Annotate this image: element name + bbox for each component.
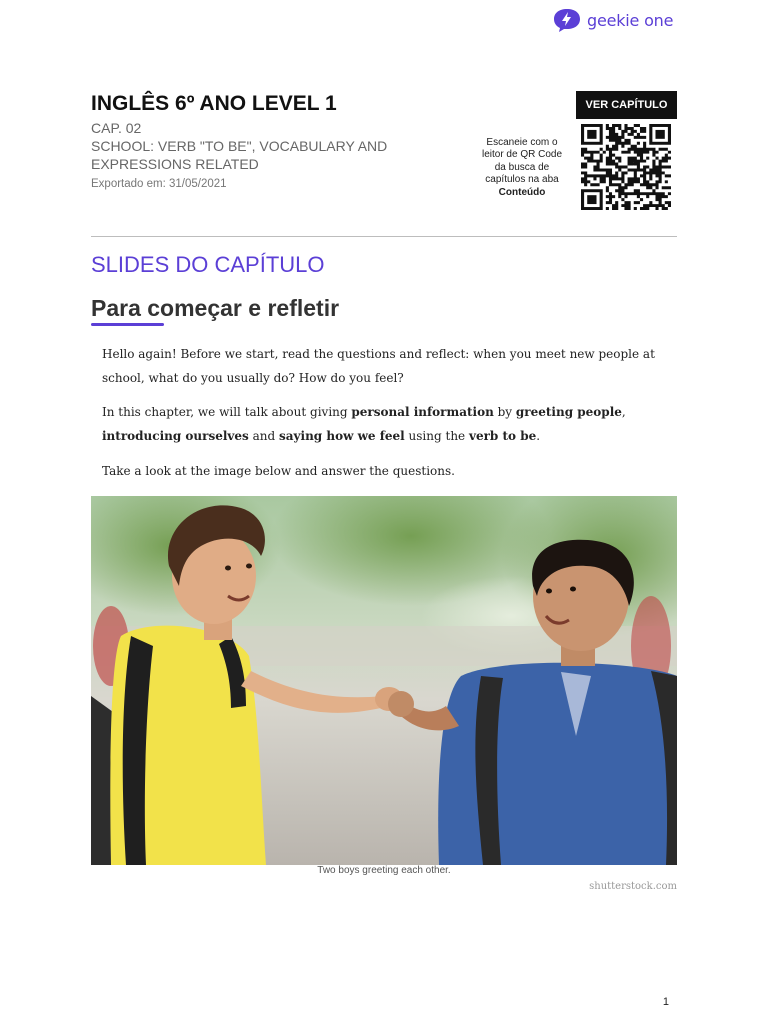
image-instruction-paragraph: Take a look at the image below and answer the questions. (102, 464, 455, 478)
topic-introducing-ourselves: introducing ourselves (102, 429, 249, 443)
qr-instructions-text: Escaneie com o leitor de QR Code da busca de capítulos na aba (481, 137, 563, 186)
subsection-underline (91, 323, 164, 326)
chapter-topics-paragraph (102, 400, 662, 448)
topics-text: , (621, 405, 626, 419)
header-divider (91, 236, 677, 237)
section-title: SLIDES DO CAPÍTULO (91, 252, 325, 277)
export-date: Exportado em: 31/05/2021 (91, 178, 227, 190)
photo-credit: shutterstock.com (589, 881, 677, 892)
topic-saying-how-we-feel: saying how we feel (279, 429, 405, 443)
photo-caption: Two boys greeting each other. (317, 865, 451, 876)
topic-greeting-people: greeting people (515, 405, 622, 419)
lightning-bubble-icon (553, 8, 581, 32)
chapter-label: CAP. 02 (91, 120, 142, 136)
ver-capitulo-button[interactable]: VER CAPÍTULO (576, 91, 677, 119)
qr-instructions-tab: Conteúdo (498, 186, 546, 198)
topics-text: by (493, 405, 516, 419)
qr-code-icon[interactable] (581, 124, 671, 210)
brand-name: geekie one (587, 10, 674, 30)
intro-paragraph: Hello again! Before we start, read the questions and reflect: when you meet new people at school, what do you usually do? How do you feel? (102, 347, 655, 385)
geekie-one-logo (553, 8, 673, 32)
topics-text: and (248, 429, 279, 443)
topics-text: . (536, 429, 541, 443)
document-meta (91, 119, 451, 193)
topics-text: In this chapter, we will talk about giving (102, 405, 352, 419)
photo-boys-greeting (91, 496, 677, 865)
topic-personal-information: personal information (351, 405, 494, 419)
qr-instructions (476, 137, 568, 199)
chapter-subject: SCHOOL: VERB "TO BE", VOCABULARY AND EXPRESSIONS RELATED (91, 138, 388, 172)
topics-text: using the (404, 429, 469, 443)
subsection-title: Para começar e refletir (91, 295, 340, 321)
topic-verb-to-be: verb to be (468, 429, 537, 443)
page-number: 1 (662, 996, 669, 1008)
document-title: INGLÊS 6º ANO LEVEL 1 (91, 92, 337, 115)
